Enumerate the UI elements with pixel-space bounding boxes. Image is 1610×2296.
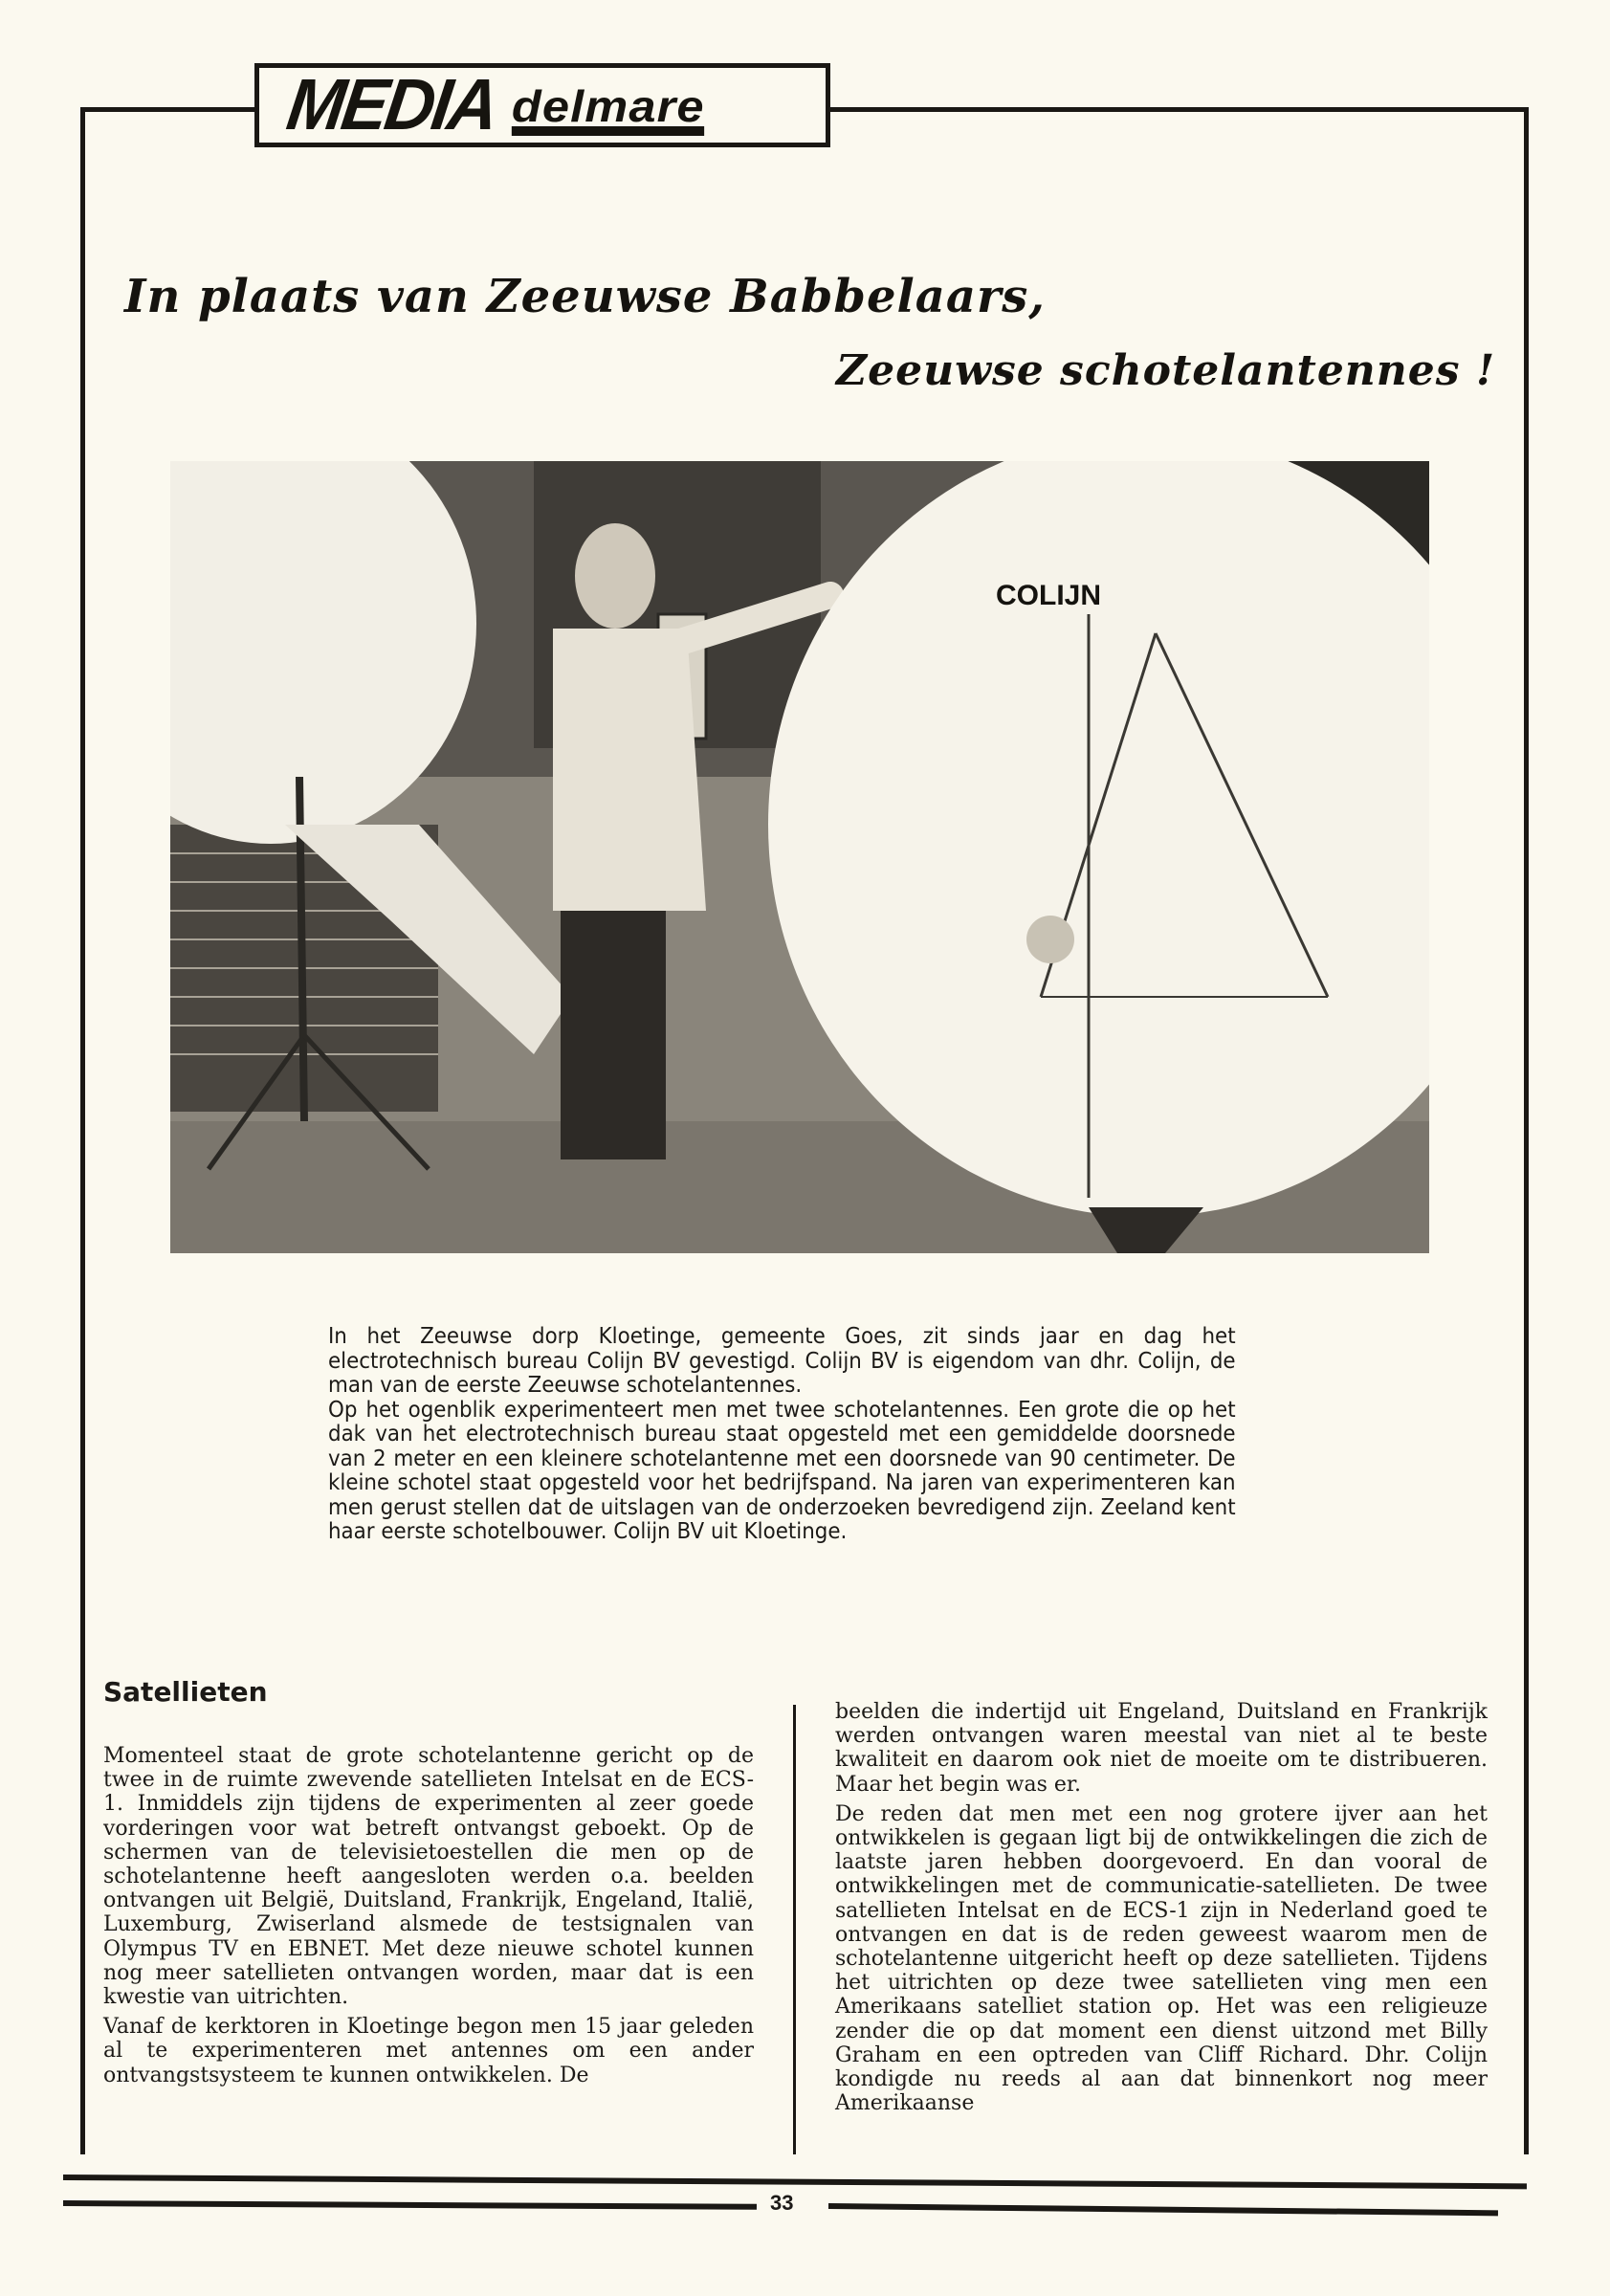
- section-heading-satellieten: Satellieten: [103, 1676, 268, 1708]
- column-divider: [793, 1705, 796, 2154]
- body-paragraph: De reden dat men met een nog grotere ijver aan het ontwikkelen is gegaan ligt bij de ontwikkelingen die zich de laatste jaren hebben doorgevoerd. En dan vooral de ontwikkelingen met de communicatie-satellieten. De twee satellieten Intelsat en de ECS-1 zijn in Nederland goed te ontvangen en dat is de reden geweest waarom men de schotelantenne uitgericht heeft op deze satellieten. Tijdens het uitrichten op deze twee satellieten ving men een Amerikaans satelliet station op. Het was een religieuze zender die op dat moment een dienst uitzond met Billy Graham en een optreden van Cliff Richard. Dhr. Colijn kondigde nu reeds al aan dat binnenkort nog meer Amerikaanse: [835, 1801, 1488, 2116]
- footer-rule-top: [63, 2175, 1527, 2189]
- body-column-left: [103, 1744, 754, 2093]
- footer-rule-right-segment: [828, 2203, 1498, 2216]
- footer-rule-left-segment: [63, 2200, 757, 2210]
- body-column-right: [835, 1700, 1488, 2121]
- masthead-logo: [254, 63, 830, 147]
- body-paragraph: Vanaf de kerktoren in Kloetinge begon men 15 jaar geleden al te experimenteren met antennes om een ander ontvangstsysteem te kunnen ontwikkelen. De: [103, 2015, 754, 2087]
- intro-paragraph: Op het ogenblik experimenteert men met twee schotelantennes. Een grote die op het dak van het electrotechnisch bureau staat opgesteld met een gemiddelde doorsnede van 2 meter en een kleinere schotelantenne met een doorsnede van 90 centimeter. De kleine schotel staat opgesteld voor het bedrijfspand. Na jaren van experimenteren kan men gerust stellen dat de uitslagen van de onderzoeken bevredigend zijn. Zeeland kent haar eerste schotelbouwer. Colijn BV uit Kloetinge.: [328, 1397, 1236, 1544]
- masthead-brand-sub: delmare: [512, 88, 705, 135]
- body-paragraph: beelden die indertijd uit Engeland, Duitsland en Frankrijk werden ontvangen waren meestal van niet al te beste kwaliteit en daarom ook niet de moeite om te distribueren. Maar het begin was er.: [835, 1700, 1488, 1797]
- article-title-line1: In plaats van Zeeuwse Babbelaars,: [124, 270, 1046, 323]
- article-title-line2: Zeeuwse schotelantennes !: [836, 346, 1496, 395]
- intro-paragraph: In het Zeeuwse dorp Kloetinge, gemeente Goes, zit sinds jaar en dag het electrotechnisch bureau Colijn BV gevestigd. Colijn BV is eigendom van dhr. Colijn, de man van de eerste Zeeuwse schotelantennes.: [328, 1324, 1236, 1398]
- article-intro: [328, 1325, 1236, 1545]
- body-paragraph: Momenteel staat de grote schotelantenne gericht op de twee in de ruimte zwevende satellieten Intelsat en de ECS-1. Inmiddels zijn tijdens de experimenten al zeer goede vorderingen voor wat betreft ontvangst geboekt. Op de schermen van de televisietoestellen die men op de schotelantenne heeft aangesloten werden o.a. beelden ontvangen uit België, Duitsland, Frankrijk, Engeland, Italië, Luxemburg, Zwiserland alsmede de testsignalen van Olympus TV en EBNET. Met deze nieuwe schotel kunnen nog meer satellieten ontvangen worden, maar dat is een kwestie van uitrichten.: [103, 1744, 754, 2010]
- dish-label: COLIJN: [996, 580, 1102, 611]
- masthead-brand-main: MEDIA: [282, 65, 501, 145]
- page-number: 33: [770, 2191, 794, 2215]
- satellite-dish-photo-illustration: [170, 461, 1429, 1253]
- article-photo: [170, 461, 1429, 1253]
